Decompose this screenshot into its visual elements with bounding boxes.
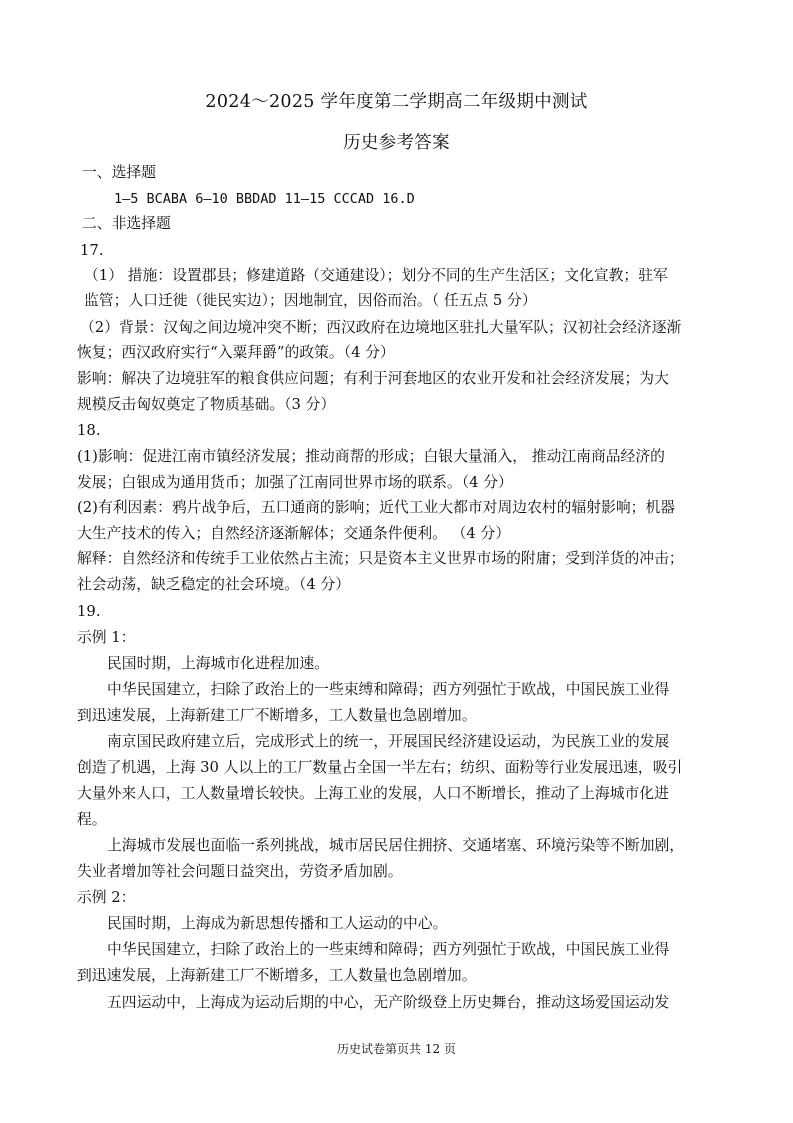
q18-text-line: (2)有利因素：鸦片战争后，五口通商的影响；近代工业大都市对周边农村的辐射影响；机器 [77,499,676,516]
q18-text-line: 解释：自然经济和传统手工业依然占主流；只是资本主义世界市场的附庸；受到洋货的冲击； [77,550,684,567]
question-17-number: 17. [80,242,104,259]
q17-text-line: 恢复；西汉政府实行“入粟拜爵”的政策。（4 分） [77,344,395,361]
q17-text-line: 规模反击匈奴奠定了物质基础。（3 分） [77,396,336,413]
q19-text-line: 程。 [77,811,107,828]
question-18-number: 18. [77,422,101,439]
q19-text-line: 南京国民政府建立后，完成形式上的统一，开展国民经济建设运动，为民族工业的发展 [107,733,670,750]
page-subtitle: 历史参考答案 [343,133,450,153]
q19-text-line: 到迅速发展，上海新建工厂不断增多，工人数量也急剧增加。 [77,967,477,984]
q17-text-line: 影响：解决了边境驻军的粮食供应问题；有利于河套地区的农业开发和社会经济发展；为大 [77,370,669,387]
q19-text-line: 到迅速发展，上海新建工厂不断增多，工人数量也急剧增加。 [77,707,477,724]
multiple-choice-answers: 1—5 BCABA 6—10 BBDAD 11—15 CCCAD 16.D [114,191,415,207]
q19-text-line: 大量外来人口，工人数量增长较快。上海工业的发展，人口不断增长，推动了上海城市化进 [77,785,669,802]
q19-text-line: 创造了机遇，上海 30 人以上的工厂数量占全国一半左右；纺织、面粉等行业发展迅速，吸引 [77,759,683,776]
q19-text-line: 中华民国建立，扫除了政治上的一些束缚和障碍；西方列强忙于欧战，中国民族工业得 [107,941,670,958]
question-19-number: 19. [77,603,101,620]
page-title: 2024～2025 学年度第二学期高二年级期中测试 [205,92,588,112]
page-footer: 历史试卷第页共 12 页 [337,1042,456,1056]
section-heading-multiple-choice: 一、选择题 [82,164,156,181]
q18-text-line: (1)影响：促进江南市镇经济发展；推动商帮的形成；白银大量涌入， 推动江南商品经济的 [77,448,665,465]
q19-text-line: 民国时期，上海城市化进程加速。 [107,655,329,672]
q19-text-line: 失业者增加等社会问题日益突出，劳资矛盾加剧。 [77,863,403,880]
q17-text-line: （1） 措施：设置郡县；修建道路（交通建设）；划分不同的生产生活区；文化宣教；驻军 [84,267,668,284]
q19-text-line: 五四运动中，上海成为运动后期的中心，无产阶级登上历史舞台，推动这场爱国运动发 [107,994,670,1011]
q19-text-line: 民国时期，上海成为新思想传播和工人运动的中心。 [107,915,448,932]
q17-text-line: （2）背景：汉匈之间边境冲突不断；西汉政府在边境地区驻扎大量军队；汉初社会经济逐渐 [80,319,682,336]
q18-text-line: 社会动荡，缺乏稳定的社会环境。（4 分） [77,576,351,593]
example-1-label: 示例 1： [77,629,136,646]
q19-text-line: 中华民国建立，扫除了政治上的一些束缚和障碍；西方列强忙于欧战，中国民族工业得 [107,681,670,698]
q18-text-line: 大生产技术的传入；自然经济逐渐解体；交通条件便利。 （4 分） [77,525,511,542]
section-heading-non-choice: 二、非选择题 [82,215,171,232]
q18-text-line: 发展；白银成为通用货币；加强了江南同世界市场的联系。（4 分） [77,474,513,491]
q17-text-line: 监管；人口迁徙（徙民实边）；因地制宜，因俗而治。（ 任五点 5 分） [84,292,537,309]
example-2-label: 示例 2： [77,889,136,906]
q19-text-line: 上海城市发展也面临一系列挑战，城市居民居住拥挤、交通堵塞、环境污染等不断加剧， [107,837,685,854]
